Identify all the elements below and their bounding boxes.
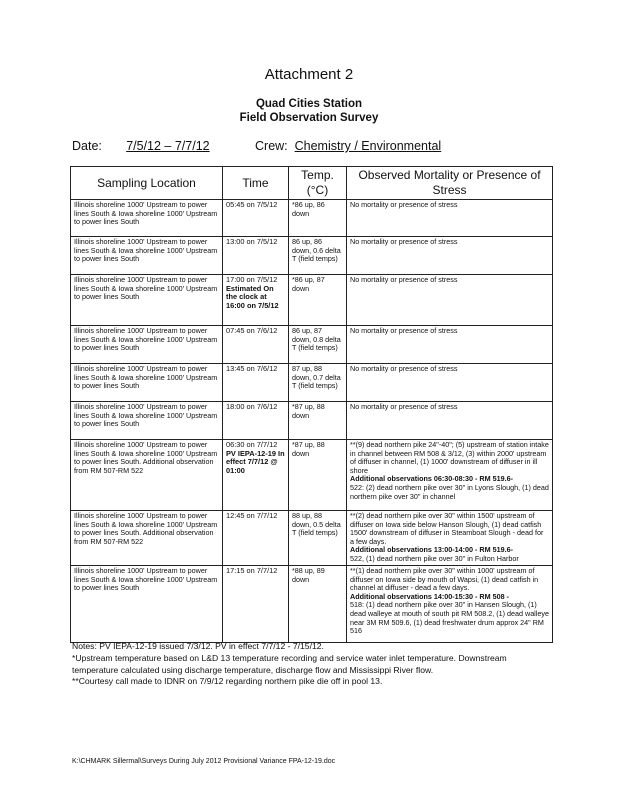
cell-observation (347, 326, 553, 364)
cell-location (71, 364, 223, 402)
cell-observation-text: No mortality or presence of stress (350, 237, 458, 246)
cell-temp (289, 402, 347, 440)
cell-observation-text: **(2) dead northern pike over 30" within 1500' upstream of diffuser on Iowa side below Hanson Slough, (1) dead catfish 1500' downstream of diffuser in Steamboat Slough - dead for a few days. (350, 511, 544, 546)
cell-observation-additional-text: 522, (1) dead northern pike over 30" in Fulton Harbor (350, 553, 519, 563)
table-row (71, 237, 553, 275)
table-row (71, 326, 553, 364)
date-value: 7/5/12 – 7/7/12 (126, 139, 210, 153)
cell-observation (347, 511, 553, 566)
table-header-row (71, 167, 553, 200)
cell-time-text: 18:00 on 7/6/12 (226, 402, 278, 411)
cell-temp (289, 275, 347, 326)
cell-time (223, 275, 289, 326)
cell-temp (289, 237, 347, 275)
cell-observation-text: No mortality or presence of stress (350, 364, 458, 373)
notes-line-2: *Upstream temperature based on L&D 13 temperature recording and service water inlet temperature. Downstream temperature calculated using discharge temperature, discharge flow and Mississippi River flow. (72, 652, 507, 675)
crew-group (255, 139, 441, 153)
cell-temp-text: *87 up, 88 down (292, 440, 325, 458)
table-row (71, 402, 553, 440)
date-crew-line (72, 139, 592, 153)
cell-temp-text: 86 up, 86 down, 0.6 delta T (field temps) (292, 237, 341, 264)
header-sampling-location: Sampling Location (71, 167, 223, 200)
cell-observation (347, 200, 553, 237)
cell-temp (289, 511, 347, 566)
cell-temp (289, 326, 347, 364)
cell-time (223, 326, 289, 364)
cell-location-text: Illinois shoreline 1000' Upstream to power lines South & Iowa shoreline 1000' Upstream to power lines South. Additional observation from RM 507-RM 522 (74, 511, 218, 546)
attachment-title: Attachment 2 (264, 66, 354, 83)
notes-line-3: **Courtesy call made to IDNR on 7/9/12 regarding northern pike die off in pool 13. (72, 676, 383, 687)
cell-location-text: Illinois shoreline 1000' Upstream to power lines South & Iowa shoreline 1000' Upstream to power lines South (74, 364, 218, 391)
cell-time-text: 13:45 on 7/6/12 (226, 364, 278, 373)
cell-location (71, 511, 223, 566)
cell-time-text: 13:00 on 7/5/12 (226, 237, 278, 246)
cell-temp-text: *88 up, 89 down (292, 566, 325, 584)
survey-title: Field Observation Survey (239, 112, 379, 124)
cell-observation-text: No mortality or presence of stress (350, 200, 458, 209)
table-row (71, 566, 553, 643)
cell-location (71, 402, 223, 440)
cell-location (71, 237, 223, 275)
cell-time (223, 237, 289, 275)
cell-observation-additional-heading: Additional observations 13:00-14:00 - RM 519.6- (350, 545, 513, 555)
cell-location (71, 275, 223, 326)
crew-label: Crew: (255, 139, 288, 153)
cell-location-text: Illinois shoreline 1000' Upstream to power lines South & Iowa shoreline 1000' Upstream to power lines South. Additional observation from RM 507-RM 522 (74, 440, 218, 475)
cell-temp-text: 87 up, 88 down, 0.7 delta T (field temps) (292, 364, 341, 391)
cell-observation-text: No mortality or presence of stress (350, 326, 458, 335)
cell-temp-text: *86 up, 86 down (292, 200, 325, 218)
cell-temp-text: *86 up, 87 down (292, 275, 325, 293)
cell-observation (347, 402, 553, 440)
cell-temp-text: 88 up, 88 down, 0.5 delta T (field temps) (292, 511, 341, 538)
cell-time-note: PV IEPA-12-19 In effect 7/7/12 @ 01:00 (226, 448, 285, 475)
cell-observation-text: **(1) dead northern pike over 30" within 1000' upstream of diffuser on Iowa side by mouth of Wapsi, (1) dead catfish in channel at diffuser - dead a few days. (350, 566, 539, 593)
footer-path: K:\CHMARK Sillermal\Surveys During July 2012 Provisional Variance FPA-12-19.doc (72, 758, 336, 765)
cell-time (223, 402, 289, 440)
cell-observation-text: No mortality or presence of stress (350, 275, 458, 284)
cell-observation-text: No mortality or presence of stress (350, 402, 458, 411)
cell-location (71, 326, 223, 364)
header-observed: Observed Mortality or Presence of Stress (347, 167, 553, 200)
cell-time-text: 07:45 on 7/6/12 (226, 326, 278, 335)
cell-temp (289, 200, 347, 237)
cell-time (223, 364, 289, 402)
cell-temp (289, 566, 347, 643)
cell-observation-additional-text: 522: (2) dead northern pike over 30" in Lyons Slough, (1) dead northern pike over 30" in channel (350, 482, 549, 501)
header-time: Time (223, 167, 289, 200)
cell-observation (347, 440, 553, 511)
notes (72, 641, 552, 688)
cell-location-text: Illinois shoreline 1000' Upstream to power lines South & Iowa shoreline 1000' Upstream to power lines South (74, 326, 218, 353)
cell-location-text: Illinois shoreline 1000' Upstream to power lines South & Iowa shoreline 1000' Upstream to power lines South (74, 237, 218, 264)
cell-location (71, 200, 223, 237)
cell-time (223, 511, 289, 566)
cell-location-text: Illinois shoreline 1000' Upstream to power lines South & Iowa shoreline 1000' Upstream to power lines South (74, 275, 218, 302)
cell-time-text: 06:30 on 7/7/12 (226, 440, 278, 449)
cell-observation-additional-heading: Additional observations 06:30-08:30 - RM 519.6- (350, 474, 513, 484)
table-row (71, 275, 553, 326)
cell-temp-text: *87 up, 88 down (292, 402, 325, 420)
cell-observation (347, 566, 553, 643)
table-body (71, 200, 553, 643)
cell-time-text: 17:00 on 7/5/12 (226, 275, 278, 284)
table-row (71, 440, 553, 511)
notes-line-1: Notes: PV IEPA-12-19 issued 7/3/12. PV in effect 7/7/12 - 7/15/12. (72, 641, 324, 651)
cell-observation-additional-text: 518: (1) dead northern pike over 30" in Hansen Slough, (1) dead walleye at mouth of south pit RM 508.2, (1) dead walleye near 3M RM 509.6, (1) dead freshwater drum approx 24" RM 516 (350, 600, 549, 636)
header-temp: Temp. (°C) (289, 167, 347, 200)
cell-time-text: 05:45 on 7/5/12 (226, 200, 278, 209)
date-label: Date: (72, 139, 102, 153)
crew-value: Chemistry / Environmental (294, 139, 442, 153)
cell-observation (347, 237, 553, 275)
cell-time-text: 17:15 on 7/7/12 (226, 566, 278, 575)
cell-observation-additional-heading: Additional observations 14:00-15:30 - RM 508 - (350, 591, 509, 601)
table-row (71, 511, 553, 566)
cell-location-text: Illinois shoreline 1000' Upstream to power lines South & Iowa shoreline 1000' Upstream to power lines South (74, 200, 218, 227)
cell-location (71, 566, 223, 643)
cell-time-text: 12:45 on 7/7/12 (226, 511, 278, 520)
table-row (71, 364, 553, 402)
station-title: Quad Cities Station (255, 98, 363, 110)
cell-location (71, 440, 223, 511)
cell-observation (347, 275, 553, 326)
table-row (71, 200, 553, 237)
cell-location-text: Illinois shoreline 1000' Upstream to power lines South & Iowa shoreline 1000' Upstream to power lines South (74, 566, 218, 593)
cell-temp (289, 364, 347, 402)
cell-time-note: Estimated On the clock at 16:00 on 7/5/12 (226, 283, 279, 310)
observation-table (70, 166, 553, 643)
cell-location-text: Illinois shoreline 1000' Upstream to power lines South & Iowa shoreline 1000' Upstream to power lines South (74, 402, 218, 429)
cell-observation-text: **(9) dead northern pike 24"-40"; (5) upstream of station intake in channel between RM 508 & 3/12, (3) within 2000' upstream of diffuser in channel, (1) 1000' downstream of diffuser in ill shore (350, 440, 549, 475)
cell-time (223, 200, 289, 237)
cell-time (223, 440, 289, 511)
cell-temp-text: 86 up, 87 down, 0.8 delta T (field temps) (292, 326, 341, 353)
cell-temp (289, 440, 347, 511)
cell-time (223, 566, 289, 643)
cell-observation (347, 364, 553, 402)
